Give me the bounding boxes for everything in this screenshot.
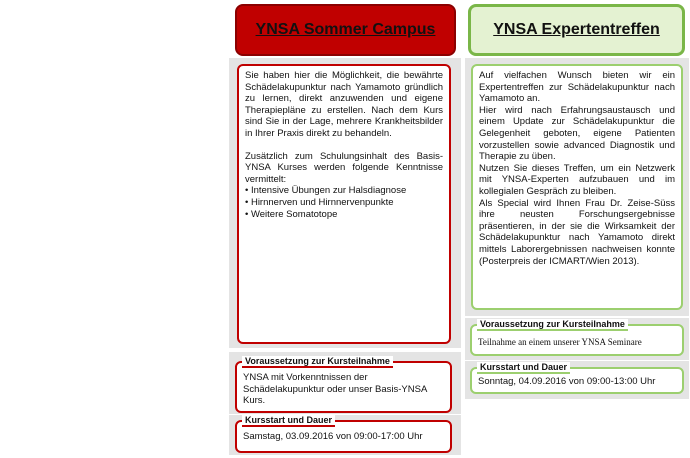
- right-description: Auf vielfachen Wunsch bieten wir ein Expertentreffen zur Schädelakupunktur nach Yamamoto an. Hier wird nach Erfahrungsaustausch und einem Update zur Schädelakupunktur die Gelegenheit geboten, eigene Patienten vorzustellen sowie advanced Diagnostik und Therapie zu üben. Nutzen Sie dieses Treffen, um ein Netzwerk mit YNSA-Experten aufzubauen und im kollegialen Gespräch zu bleiben. Als Special wird Ihnen Frau Dr. Zeise-Süss ihre neusten Forschungsergebnisse präsentieren, in der sie die Wirksamkeit der Schädelakupunktur nach Yamamoto direkt mittels Laborergebnissen nachweisen konnte (Posterpreis der ICMART/Wien 2013).: [479, 70, 675, 267]
- right-requirement-box: [470, 319, 684, 356]
- left-bullet-list: [245, 185, 443, 220]
- left-paragraph-2: Zusätzlich zum Schulungsinhalt des Basis-YNSA Kurses werden folgende Kenntnisse vermittelt:: [245, 150, 443, 185]
- right-description-box: [471, 64, 683, 310]
- list-item: • Intensive Übungen zur Halsdiagnose: [245, 185, 407, 197]
- left-description: [245, 70, 443, 220]
- expertentreffen-title: YNSA Expertentreffen: [468, 4, 685, 56]
- left-requirement-label: Voraussetzung zur Kursteilnahme: [242, 356, 393, 368]
- left-start-box: [235, 415, 452, 453]
- right-start-label: Kursstart und Dauer: [477, 362, 570, 374]
- left-requirement-box: [235, 356, 452, 413]
- list-item: • Weitere Somatotope: [245, 208, 338, 220]
- sommer-campus-title: YNSA Sommer Campus: [235, 4, 456, 56]
- left-start-text: Samstag, 03.09.2016 von 09:00-17:00 Uhr: [243, 431, 423, 442]
- left-paragraph-1: Sie haben hier die Möglichkeit, die bewährte Schädelakupunktur nach Yamamoto gründlich zu lernen, direkt anzuwenden und eigene Therapiepläne zu erstellen. Nach dem Kurs sind Sie in der Lage, mehrere Krankheitsbilder in Ihrer Praxis direkt zu behandeln.: [245, 70, 443, 139]
- left-description-box: [237, 64, 451, 344]
- left-start-label: Kursstart und Dauer: [242, 415, 335, 427]
- left-requirement-text: YNSA mit Vorkenntnissen der Schädelakupunktur oder unser Basis-YNSA Kurs.: [243, 372, 427, 406]
- right-requirement-text: Teilnahme an einem unserer YNSA Seminare: [478, 337, 642, 347]
- right-requirement-label: Voraussetzung zur Kursteilnahme: [477, 319, 628, 331]
- list-item: • Hirnnerven und Hirnnervenpunkte: [245, 196, 394, 208]
- right-start-box: [470, 362, 684, 394]
- right-start-text: Sonntag, 04.09.2016 von 09:00-13:00 Uhr: [478, 376, 656, 387]
